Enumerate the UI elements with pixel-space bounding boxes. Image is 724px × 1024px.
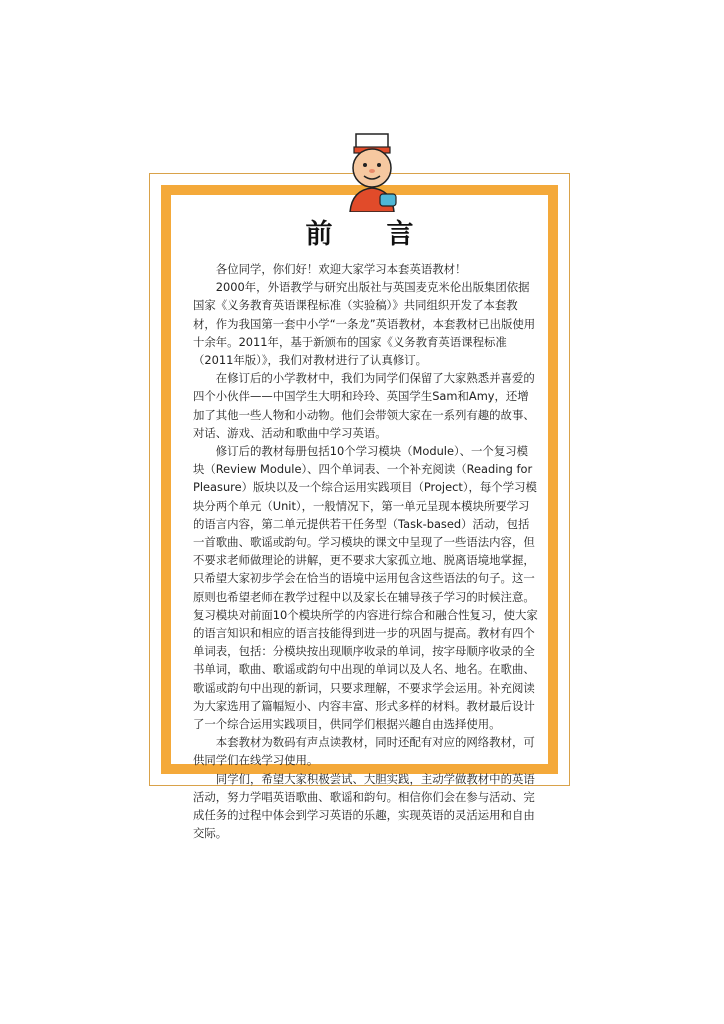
preface-body (193, 260, 538, 843)
structure-paragraph: 修订后的教材每册包括10个学习模块（Module）、一个复习模块（Review Module）、四个单词表、一个补充阅读（Reading for Pleasure）版块以及一个综合运用实践项目（Project），每个学习模块分两个单元（Unit），一般情况下，第一单元呈现本模块所要学习的语言内容，第二单元提供若干任务型（Task-based）活动，包括一首歌曲、歌谣或韵句。学习模块的课文中呈现了一些语法内容，但不要求老师做理论的讲解，更不要求大家孤立地、脱离语境地掌握，只希望大家初步学会在恰当的语境中运用包含这些语法的句子。这一原则也希望老师在教学过程中以及家长在辅导孩子学习的时候注意。复习模块对前面10个模块所学的内容进行综合和融合性复习，使大家的语言知识和相应的语言技能得到进一步的巩固与提高。教材有四个单词表，包括：分模块按出现顺序收录的单词，按字母顺序收录的全书单词，歌曲、歌谣或韵句中出现的单词以及人名、地名。在歌曲、歌谣或韵句中出现的新词，只要求理解，不要求学会运用。补充阅读为大家选用了篇幅短小、内容丰富、形式多样的材料。教材最后设计了一个综合运用实践项目，供同学们根据兴趣自由选择使用。 (193, 444, 538, 732)
greeting-paragraph: 各位同学，你们好！欢迎大家学习本套英语教材！ (215, 262, 467, 276)
digital-paragraph: 本套教材为数码有声点读教材，同时还配有对应的网络教材，可供同学们在线学习使用。 (193, 735, 535, 768)
history-paragraph: 2000年，外语教学与研究出版社与英国麦克米伦出版集团依据国家《义务教育英语课程标准（实验稿）》共同组织开发了本套教材，作为我国第一套中小学“一条龙”英语教材，本套教材已出版使用十余年。2011年，基于新颁布的国家《义务教育英语课程标准（2011年版）》，我们对教材进行了认真修订。 (193, 280, 536, 368)
characters-paragraph: 在修订后的小学教材中，我们为同学们保留了大家熟悉并喜爱的四个小伙伴——中国学生大明和玲玲、英国学生Sam和Amy，还增加了其他一些人物和小动物。他们会带领大家在一系列有趣的故事、对话、游戏、活动和歌曲中学习英语。 (193, 371, 535, 440)
closing-paragraph: 同学们，希望大家积极尝试、大胆实践，主动学做教材中的英语活动，努力学唱英语歌曲、歌谣和韵句。相信你们会在参与活动、完成任务的过程中体会到学习英语的乐趣，实现英语的灵活运用和自由交际。 (193, 771, 535, 841)
page-title: 前言 (305, 219, 468, 250)
chef-boy-illustration (336, 132, 408, 212)
